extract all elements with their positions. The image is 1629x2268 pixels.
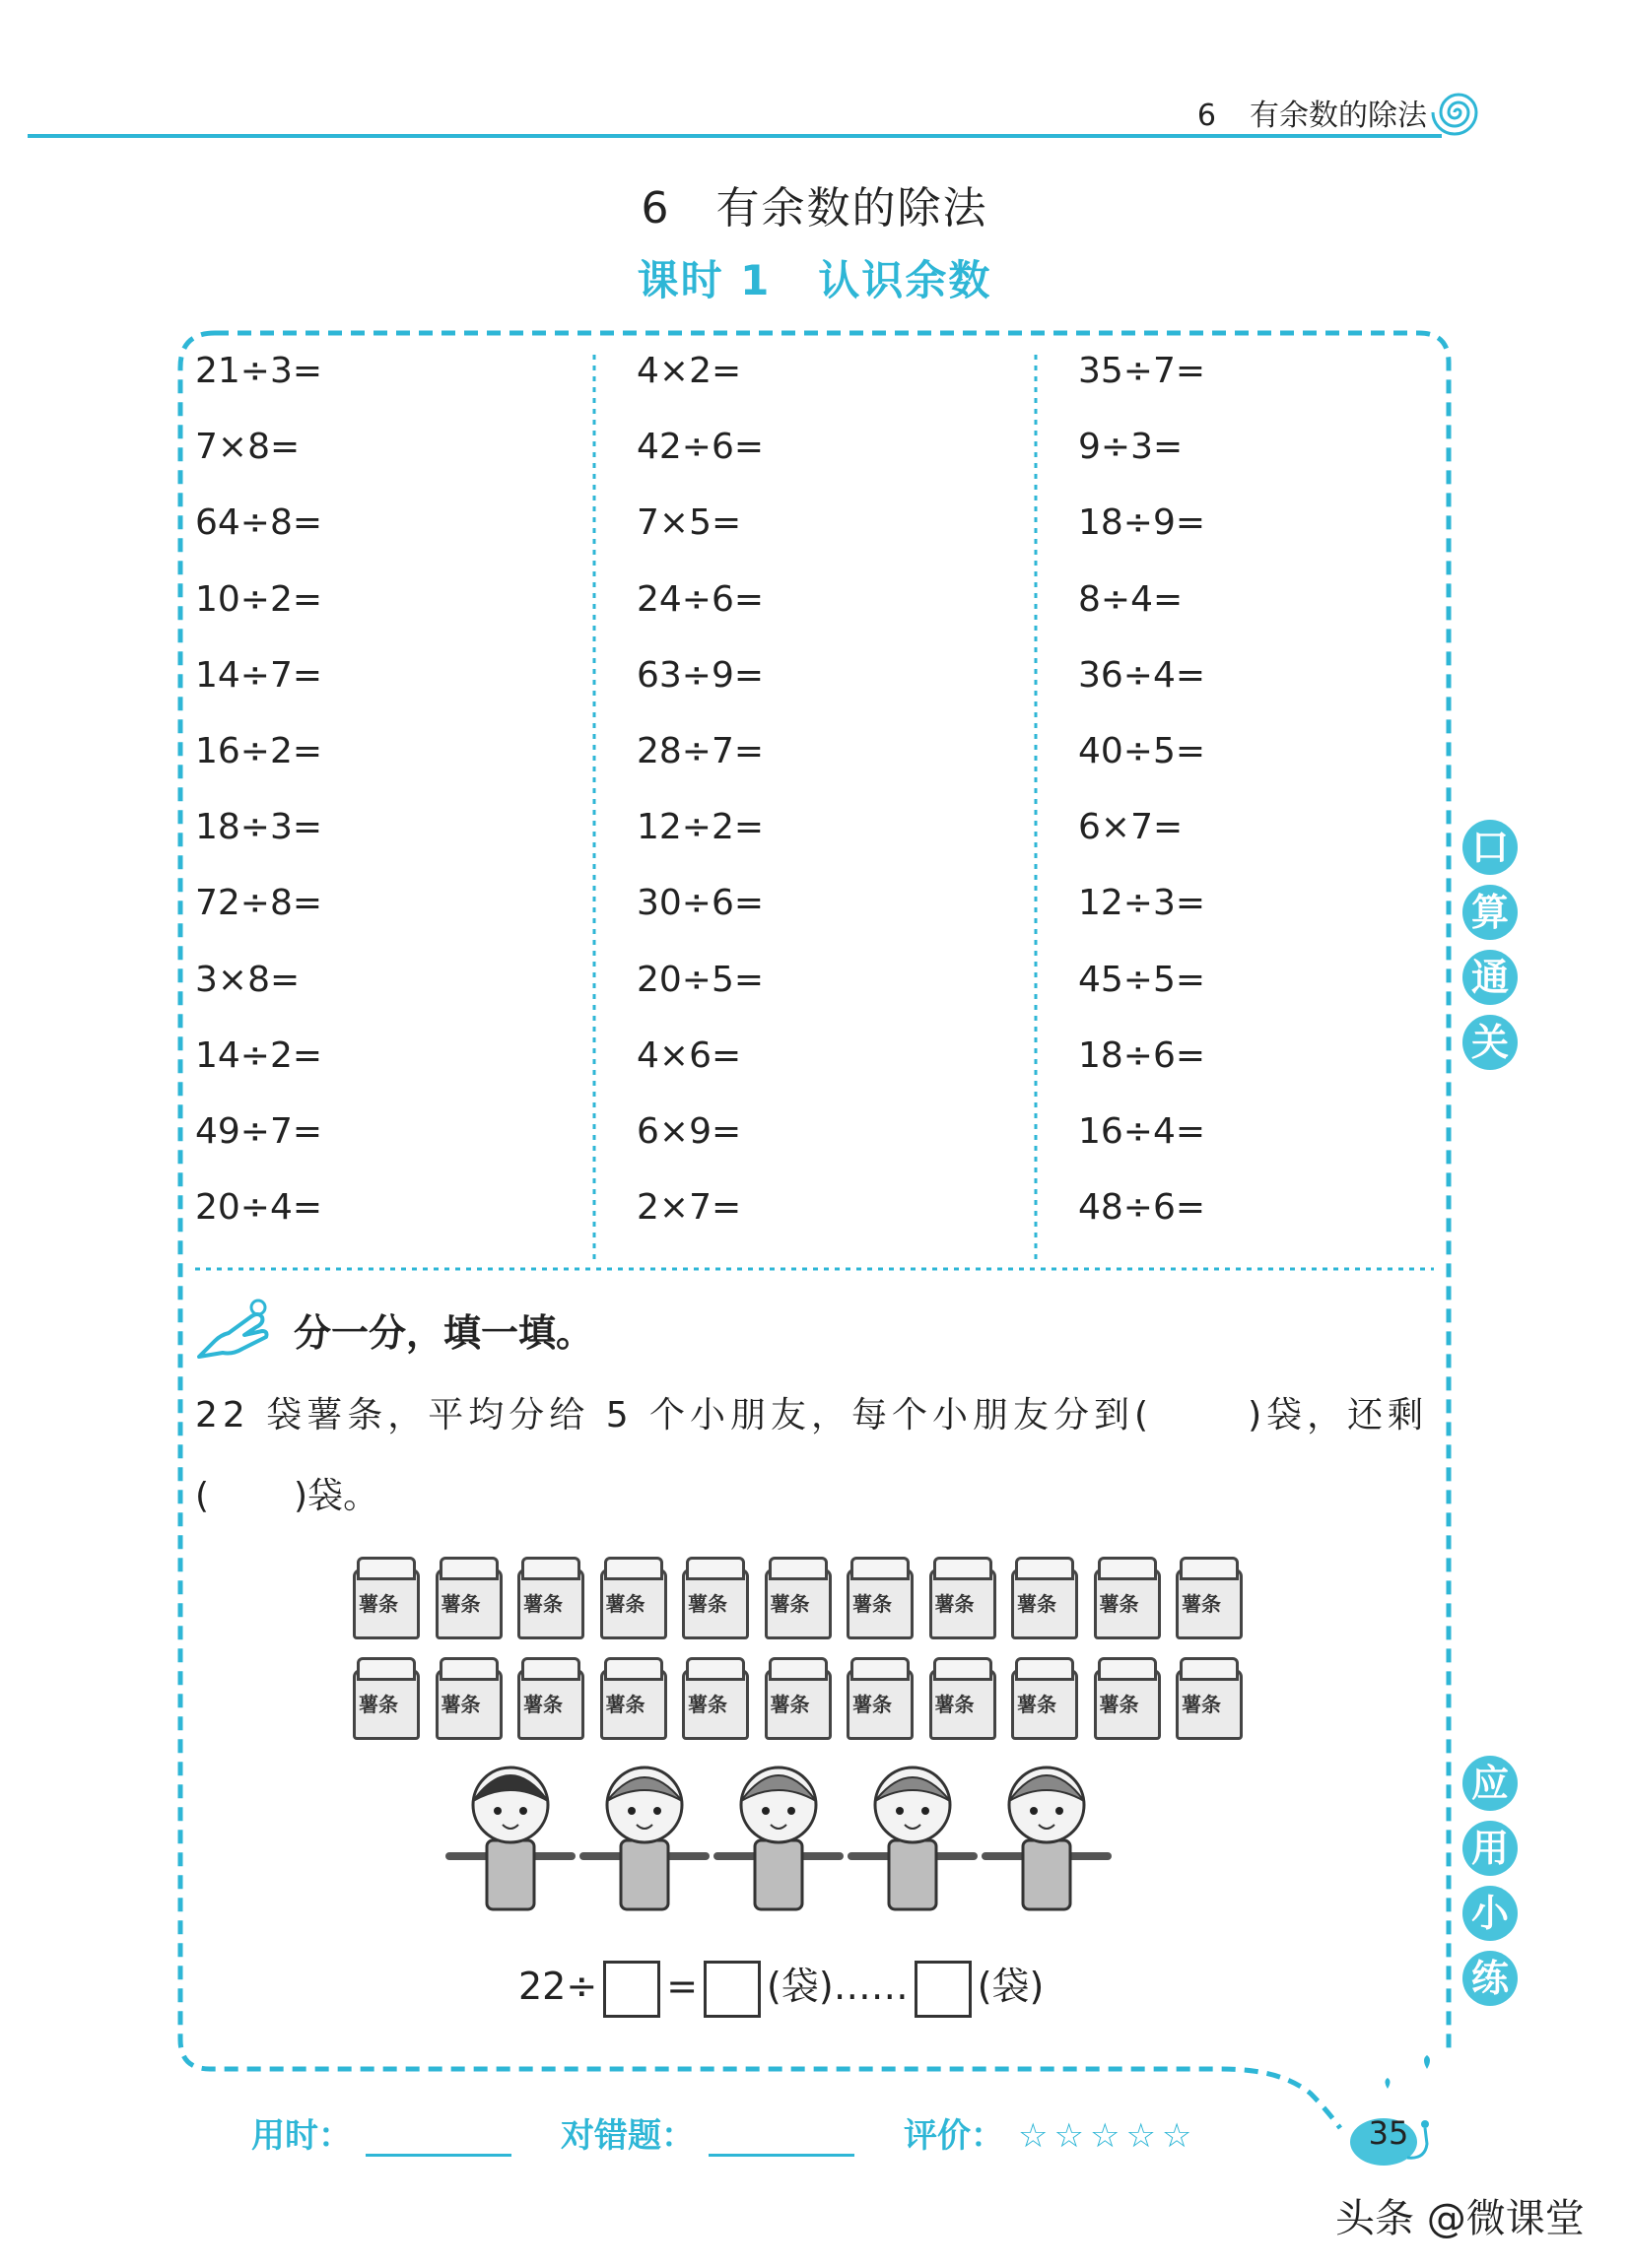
fries-bag-label: 薯条	[1182, 1693, 1221, 1716]
calc-expression: 4×6=	[637, 1034, 742, 1076]
pointing-hand-icon	[193, 1296, 276, 1363]
fries-bag-label: 薯条	[770, 1592, 810, 1616]
calc-expression: 40÷5=	[1078, 730, 1206, 771]
fries-bag-label: 薯条	[688, 1592, 727, 1616]
side-tab-char: 应	[1462, 1756, 1518, 1811]
calc-column-1	[195, 347, 589, 1259]
children-illustration	[443, 1754, 1114, 1921]
equation-dividend: 22÷	[518, 1965, 598, 2008]
fries-bag	[434, 1555, 501, 1635]
equation-unit1: (袋)……	[767, 1965, 909, 2008]
lesson-label: 课时 1	[637, 256, 772, 304]
problem-text-line2	[195, 1468, 378, 1518]
fries-bag	[351, 1655, 418, 1736]
fries-bag	[351, 1555, 418, 1635]
calc-expression: 18÷6=	[1078, 1034, 1206, 1076]
fries-bag-label: 薯条	[1182, 1592, 1221, 1616]
calc-expression: 14÷2=	[195, 1034, 323, 1076]
fries-bag	[927, 1555, 994, 1635]
footer-bar	[251, 2108, 1197, 2157]
divisor-box[interactable]	[603, 1961, 660, 2018]
calc-expression: 20÷5=	[637, 959, 765, 1000]
fries-bag	[845, 1555, 912, 1635]
lesson-name: 认识余数	[818, 256, 992, 304]
calc-expression: 6×9=	[637, 1110, 742, 1152]
calc-expression: 28÷7=	[637, 730, 765, 771]
fries-bag	[1174, 1655, 1241, 1736]
fries-bag-label: 薯条	[359, 1592, 398, 1616]
problem-text: (	[195, 1476, 210, 1516]
calc-expression: 4×2=	[637, 351, 742, 391]
calc-expression: 6×7=	[1078, 807, 1184, 848]
calc-expression: 72÷8=	[195, 883, 323, 924]
calc-expression: 12÷3=	[1078, 883, 1206, 924]
fries-bag-label: 薯条	[688, 1693, 727, 1716]
calc-expression: 30÷6=	[637, 883, 765, 924]
problem-text: )袋，还剩	[1248, 1395, 1429, 1435]
calc-expression: 7×5=	[637, 502, 742, 544]
fries-bag-label: 薯条	[852, 1592, 892, 1616]
fries-bag	[598, 1655, 665, 1736]
calc-expression: 16÷4=	[1078, 1110, 1206, 1152]
calc-column-3	[1078, 347, 1472, 1259]
header-chapter-name: 有余数的除法	[1250, 99, 1427, 133]
side-tab-char: 关	[1462, 1015, 1518, 1070]
division-equation	[518, 1956, 1044, 2018]
calc-expression: 8÷4=	[1078, 578, 1184, 620]
fries-bag-label: 薯条	[1017, 1693, 1056, 1716]
side-tab-char: 口	[1462, 820, 1518, 875]
fries-bag-label: 薯条	[1099, 1592, 1139, 1616]
calc-expression: 7×8=	[195, 427, 301, 468]
watermark: 头条 @微课堂	[1335, 2196, 1585, 2241]
calc-expression: 42÷6=	[637, 427, 765, 468]
problem-text: )袋。	[294, 1476, 379, 1516]
calc-expression: 12÷2=	[637, 807, 765, 848]
child-figure	[985, 1768, 1108, 1909]
fries-bag	[927, 1655, 994, 1736]
remainder-box[interactable]	[915, 1961, 972, 2018]
fries-bags-illustration	[351, 1555, 1257, 1752]
errors-label: 对错题：	[561, 2116, 695, 2156]
side-tab-char: 小	[1462, 1886, 1518, 1941]
fries-bag-label: 薯条	[441, 1592, 481, 1616]
fries-bag-label: 薯条	[934, 1592, 975, 1616]
fries-bag	[434, 1655, 501, 1736]
time-label: 用时：	[251, 2116, 352, 2156]
fries-bag	[515, 1555, 582, 1635]
fries-bag	[1092, 1655, 1159, 1736]
fries-bag	[763, 1555, 830, 1635]
fries-bag	[598, 1555, 665, 1635]
fries-bag-label: 薯条	[523, 1693, 563, 1716]
child-figure	[851, 1768, 974, 1909]
side-tab-char: 通	[1462, 950, 1518, 1005]
calc-expression: 16÷2=	[195, 730, 323, 771]
calc-expression: 36÷4=	[1078, 654, 1206, 696]
problem-text: 22 袋薯条，平均分给 5 个小朋友，每个小朋友分到(	[195, 1395, 1154, 1435]
fries-bag	[680, 1555, 747, 1635]
calc-expression: 63÷9=	[637, 654, 765, 696]
fries-bag	[1009, 1655, 1076, 1736]
fries-bag	[1009, 1555, 1076, 1635]
fries-bag-label: 薯条	[1099, 1693, 1139, 1716]
fries-bag	[1174, 1555, 1241, 1635]
calc-expression: 64÷8=	[195, 502, 323, 544]
fries-bag-label: 薯条	[852, 1693, 892, 1716]
fries-bag	[680, 1655, 747, 1736]
calc-expression: 45÷5=	[1078, 959, 1206, 1000]
calc-expression: 14÷7=	[195, 654, 323, 696]
section-title: 分一分，填一填。	[294, 1311, 594, 1355]
calc-expression: 49÷7=	[195, 1110, 323, 1152]
problem-text-line1	[195, 1387, 1428, 1437]
calc-expression: 9÷3=	[1078, 427, 1184, 468]
calc-column-2	[637, 347, 1031, 1259]
calc-expression: 24÷6=	[637, 578, 765, 620]
side-tab-char: 用	[1462, 1821, 1518, 1876]
fries-bag-label: 薯条	[934, 1693, 975, 1716]
fries-bag-label: 薯条	[770, 1693, 810, 1716]
chapter-title-name: 有余数的除法	[715, 183, 988, 233]
fries-bag-label: 薯条	[441, 1693, 481, 1716]
child-figure	[717, 1768, 840, 1909]
child-figure	[583, 1768, 706, 1909]
header-chapter-number: 6	[1196, 99, 1216, 133]
calc-expression: 18÷3=	[195, 807, 323, 848]
child-figure	[449, 1768, 572, 1909]
fries-bag-label: 薯条	[605, 1693, 645, 1716]
fries-bag	[515, 1655, 582, 1736]
errors-blank[interactable]	[709, 2124, 854, 2157]
rating-label: 评价：	[904, 2116, 1004, 2156]
page-number: 35	[1368, 2114, 1409, 2152]
chapter-title-number: 6	[641, 183, 671, 233]
calc-expression: 18÷9=	[1078, 502, 1206, 544]
calc-expression: 10÷2=	[195, 578, 323, 620]
calc-expression: 35÷7=	[1078, 351, 1206, 391]
calc-expression: 20÷4=	[195, 1187, 323, 1229]
fries-bag	[1092, 1555, 1159, 1635]
side-tab-char: 算	[1462, 885, 1518, 940]
calc-expression: 2×7=	[637, 1187, 742, 1229]
fries-bag	[763, 1655, 830, 1736]
time-blank[interactable]	[366, 2124, 511, 2157]
equation-unit2: (袋)	[977, 1965, 1045, 2008]
fries-bag-label: 薯条	[359, 1693, 398, 1716]
equation-equals: =	[666, 1965, 699, 2008]
side-tab-char: 练	[1462, 1951, 1518, 2006]
rating-stars[interactable]: ☆☆☆☆☆	[1018, 2116, 1198, 2156]
quotient-box[interactable]	[704, 1961, 761, 2018]
fries-bag	[845, 1655, 912, 1736]
calc-expression: 48÷6=	[1078, 1187, 1206, 1229]
calc-expression: 3×8=	[195, 959, 301, 1000]
fries-bag-label: 薯条	[605, 1592, 645, 1616]
calc-expression: 21÷3=	[195, 351, 323, 391]
fries-bag-label: 薯条	[1017, 1592, 1056, 1616]
fries-bag-label: 薯条	[523, 1592, 563, 1616]
